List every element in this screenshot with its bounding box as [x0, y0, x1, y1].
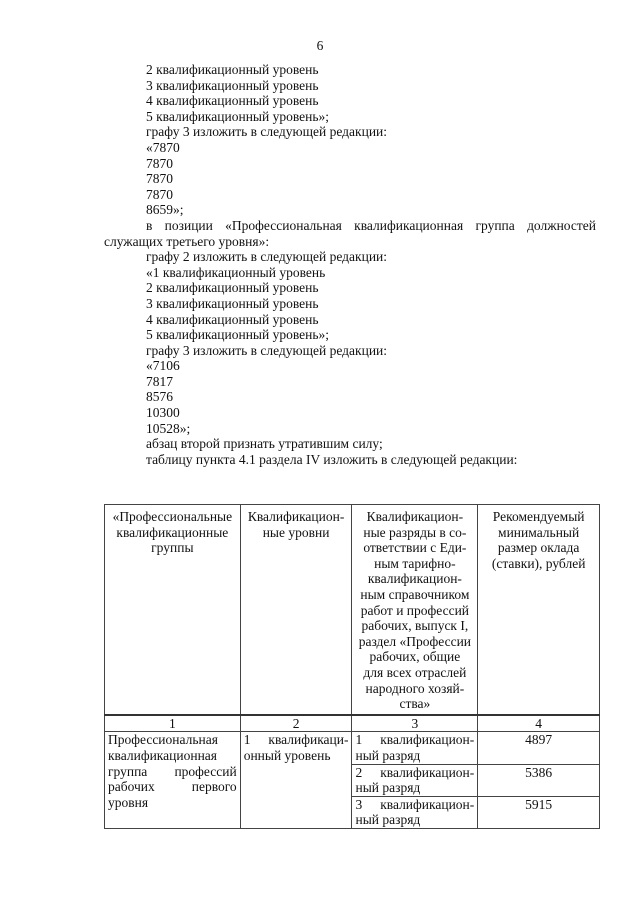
column-number: 3	[352, 715, 478, 732]
header-cell-levels: Квалификацион- ные уровни	[240, 505, 352, 715]
level-cell: 1 квалификаци- онный уровень	[240, 732, 352, 829]
text-line: 8659»;	[146, 202, 184, 218]
group-cell: Профессиональная квалификационная группа профессий рабочих первого уровня	[105, 732, 241, 829]
header-cell-salary: Рекомендуемый минимальный размер оклада (ставки), рублей	[478, 505, 600, 715]
text-line: 7870	[146, 186, 173, 202]
text-line: 7870	[146, 155, 173, 171]
page-number: 6	[316, 38, 324, 53]
grade-cell: 2 квалификацион- ный разряд	[352, 764, 478, 796]
column-number: 1	[105, 715, 241, 732]
text-line: служащих третьего уровня»:	[104, 233, 270, 249]
text-line: графу 3 изложить в следующей редакции:	[146, 342, 388, 358]
text-line: 2 квалификационный уровень	[146, 280, 319, 296]
table-header-row	[105, 505, 600, 715]
salary-cell: 4897	[478, 732, 600, 764]
document-body	[104, 62, 596, 467]
text-line: в позиции «Профессиональная квалификационная группа должностей	[146, 217, 596, 233]
column-number-row	[105, 715, 600, 732]
qualification-table	[104, 504, 600, 829]
header-cell-groups: «Профессиональные квалификационные группы	[105, 505, 241, 715]
text-line: графу 2 изложить в следующей редакции:	[146, 249, 388, 265]
column-number: 2	[240, 715, 352, 732]
text-line: «7106	[146, 358, 180, 374]
text-line: 7817	[146, 373, 173, 389]
salary-cell: 5915	[478, 796, 600, 828]
text-line: 3 квалификационный уровень	[146, 295, 319, 311]
text-line: 7870	[146, 171, 173, 187]
header-cell-grades: Квалификацион- ные разряды в со- ответствии с Еди- ным тарифно- квалификацион- ным справочником работ и профессий рабочих, выпуск I, раздел «Профессии рабочих, общие для всех отраслей народного хозяй- ства»	[352, 505, 478, 715]
text-line: «7870	[146, 139, 180, 155]
text-line: 3 квалификационный уровень	[146, 77, 319, 93]
text-line: 4 квалификационный уровень	[146, 311, 319, 327]
text-line: «1 квалификационный уровень	[146, 264, 326, 280]
text-line: 4 квалификационный уровень	[146, 93, 319, 109]
grade-cell: 3 квалификацион- ный разряд	[352, 796, 478, 828]
text-line: таблицу пункта 4.1 раздела IV изложить в следующей редакции:	[146, 451, 518, 467]
grade-cell: 1 квалификацион- ный разряд	[352, 732, 478, 764]
table-row	[105, 732, 600, 764]
text-line: графу 3 изложить в следующей редакции:	[146, 124, 388, 140]
text-line: абзац второй признать утратившим силу;	[146, 436, 383, 452]
text-line: 2 квалификационный уровень	[146, 62, 319, 77]
text-line: 8576	[146, 389, 173, 405]
text-line: 10528»;	[146, 420, 191, 436]
salary-cell: 5386	[478, 764, 600, 796]
text-line: 5 квалификационный уровень»;	[146, 327, 330, 343]
text-line: 5 квалификационный уровень»;	[146, 108, 330, 124]
column-number: 4	[478, 715, 600, 732]
text-line: 10300	[146, 405, 180, 421]
